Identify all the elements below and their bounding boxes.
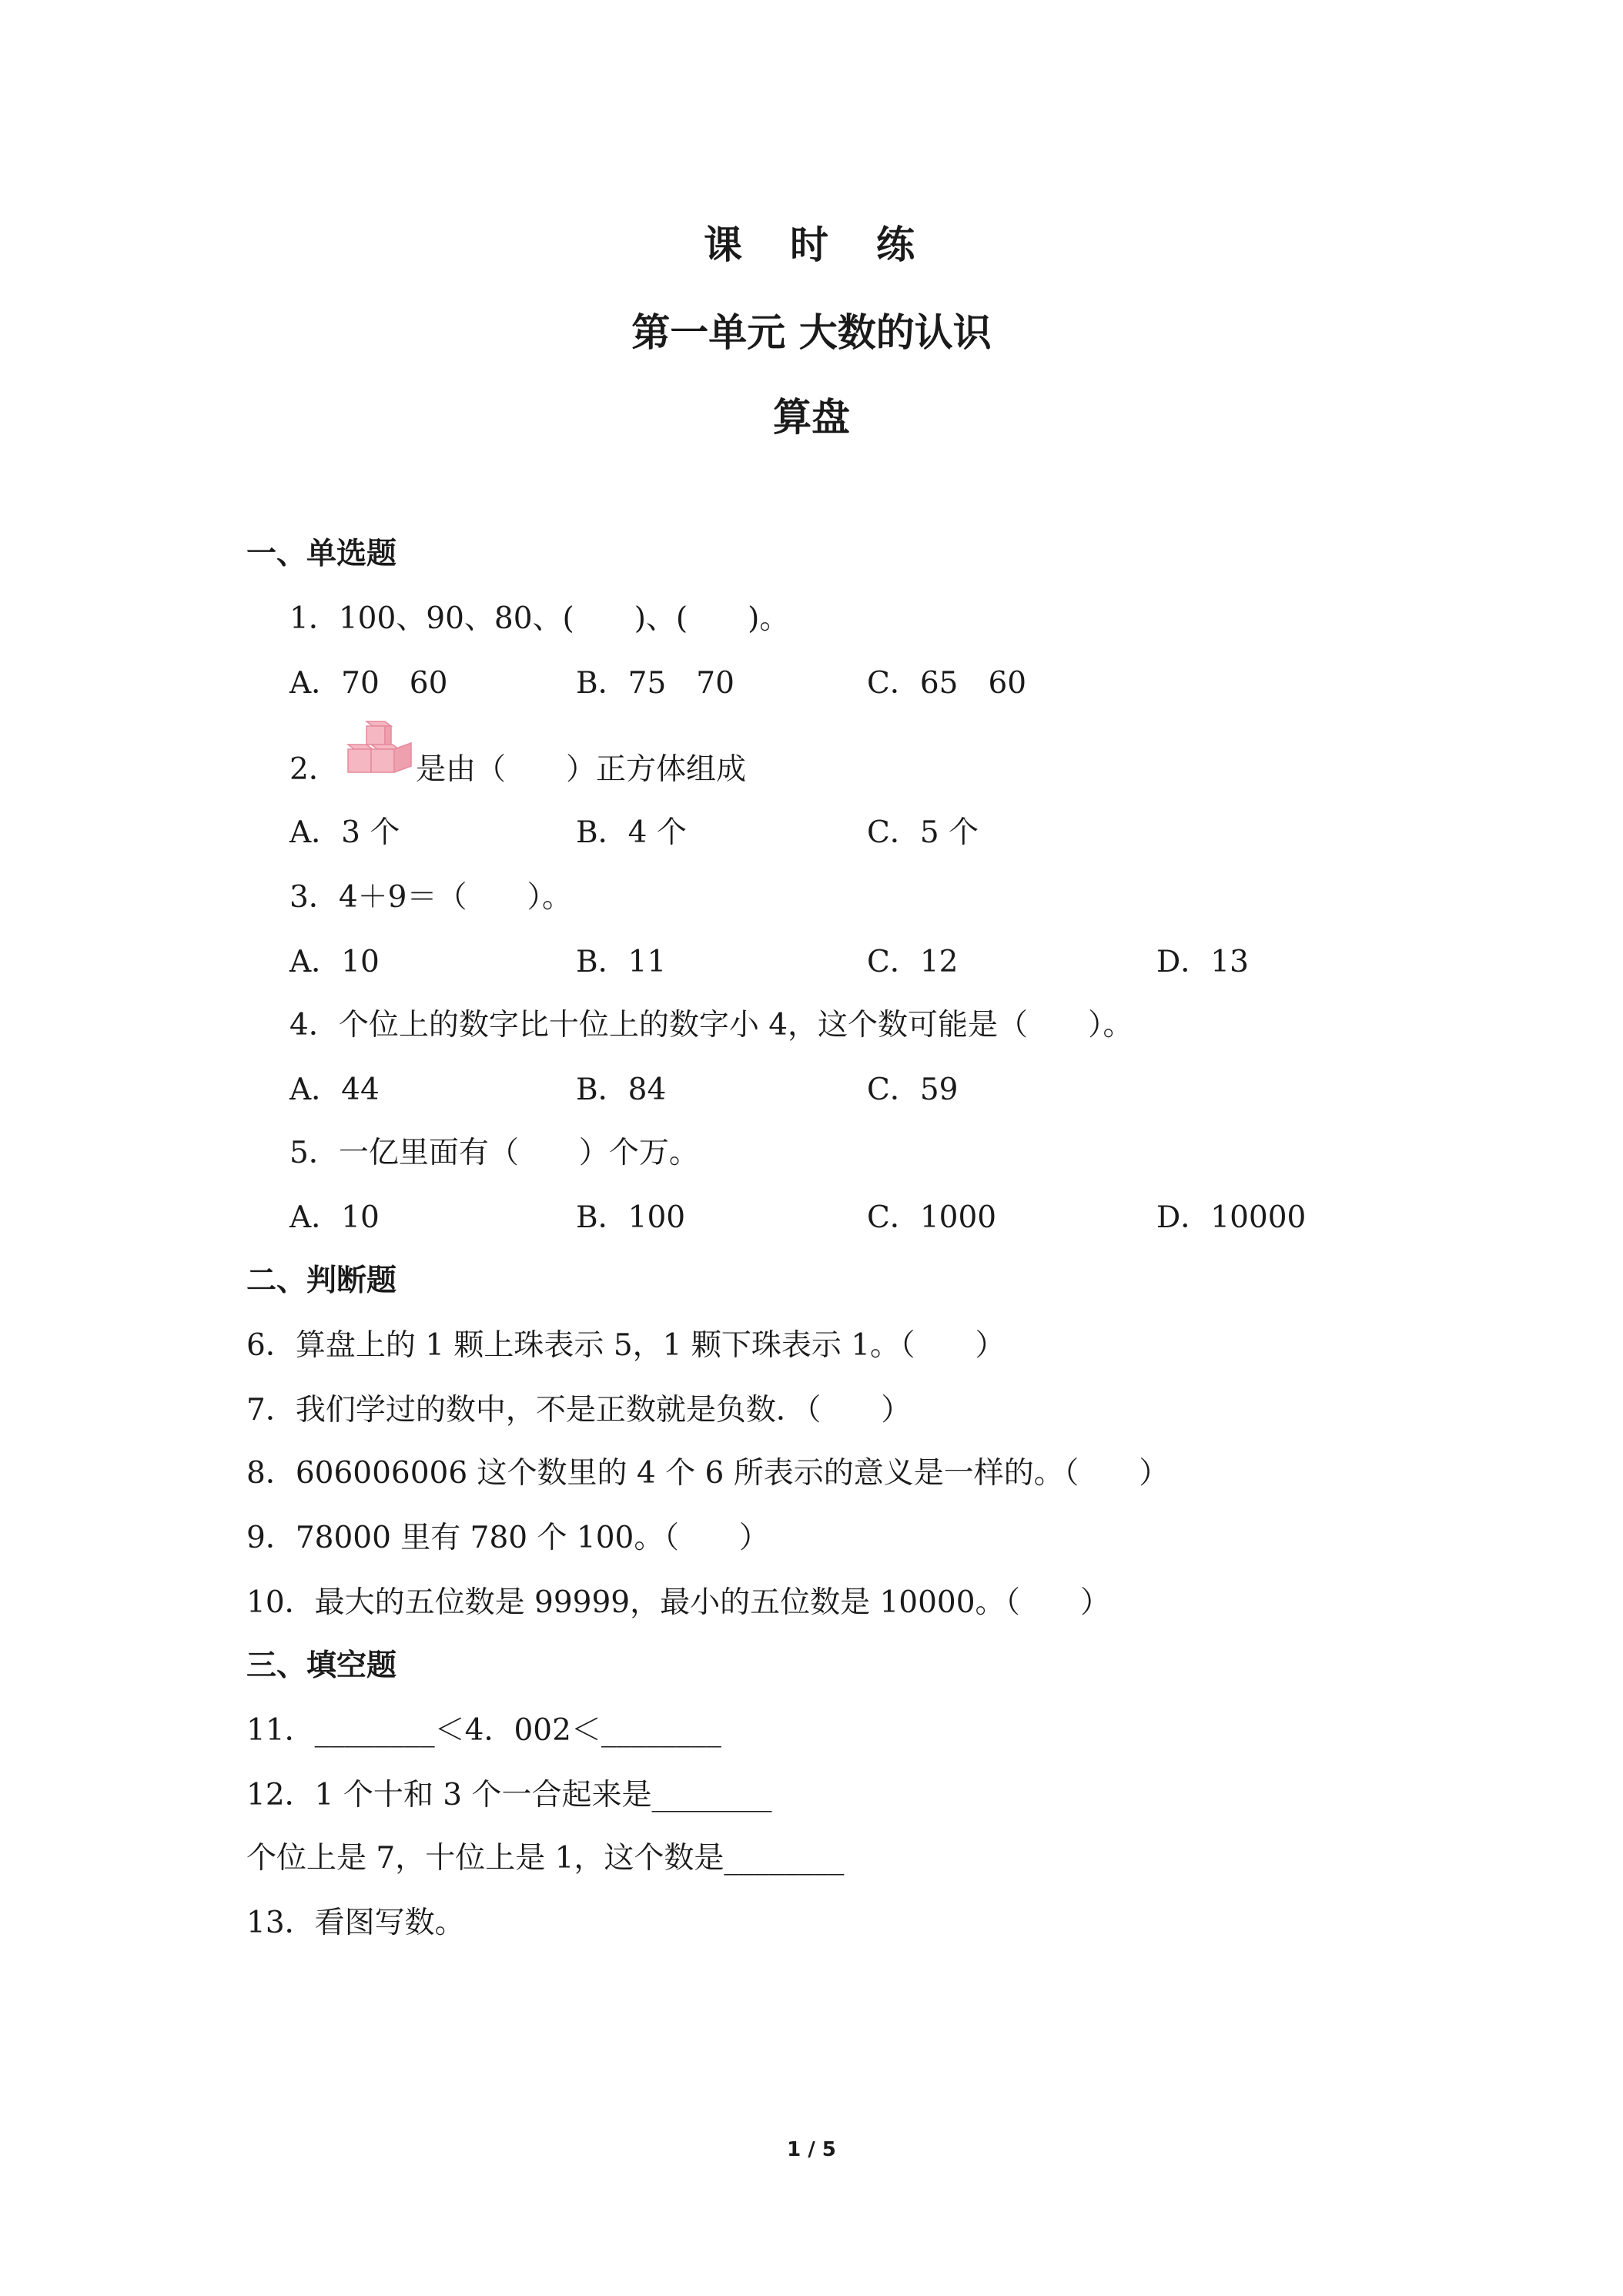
q4-option-a: A．44 xyxy=(289,1073,380,1107)
q1-option-a: A．70 60 xyxy=(289,666,448,701)
worksheet-title: 课 时 练 xyxy=(704,223,919,267)
section-single-choice: 一、单选题 xyxy=(246,537,397,571)
q3-option-d: D．13 xyxy=(1156,945,1249,979)
question-3: 3．4＋9＝（ ）。 xyxy=(289,880,572,915)
q3-option-c: C．12 xyxy=(867,945,959,979)
question-12: 12．1 个十和 3 个一合起来是________ xyxy=(246,1778,772,1812)
q2-option-a: A．3 个 xyxy=(289,815,400,850)
unit-title: 第一单元 大数的认识 xyxy=(631,310,992,355)
q4-option-c: C．59 xyxy=(867,1073,959,1107)
question-8: 8．606006006 这个数里的 4 个 6 所表示的意义是一样的。（ ） xyxy=(246,1456,1170,1491)
q3-option-b: B．11 xyxy=(576,945,667,979)
question-4: 4．个位上的数字比十位上的数字小 4，这个数可能是（ ）。 xyxy=(289,1008,1133,1043)
section-true-false: 二、判断题 xyxy=(246,1263,397,1298)
question-13: 13．看图写数。 xyxy=(246,1906,465,1940)
q5-option-d: D．10000 xyxy=(1156,1200,1307,1235)
question-9: 9．78000 里有 780 个 100。（ ） xyxy=(246,1521,769,1555)
q5-option-c: C．1000 xyxy=(867,1200,997,1235)
q1-option-b: B．75 70 xyxy=(576,666,735,701)
question-7: 7．我们学过的数中，不是正数就是负数．（ ） xyxy=(246,1393,912,1427)
q4-option-b: B．84 xyxy=(576,1073,667,1107)
q5-option-b: B．100 xyxy=(576,1200,686,1235)
question-12-part-2: 个位上是 7，十位上是 1，这个数是________ xyxy=(246,1841,845,1876)
q1-option-c: C．65 60 xyxy=(867,666,1027,701)
lesson-title: 算盘 xyxy=(773,395,850,440)
q2-option-c: C．5 个 xyxy=(867,815,979,850)
question-6: 6．算盘上的 1 颗上珠表示 5，1 颗下珠表示 1。（ ） xyxy=(246,1328,1006,1363)
page-number: 1 / 5 xyxy=(787,2138,836,2161)
question-5: 5．一亿里面有（ ）个万。 xyxy=(289,1136,699,1170)
q2-option-b: B．4 个 xyxy=(576,815,687,850)
cubes-figure xyxy=(345,720,414,775)
q3-option-a: A．10 xyxy=(289,945,380,979)
question-11: 11．________＜4．002＜________ xyxy=(246,1713,721,1748)
q5-option-a: A．10 xyxy=(289,1200,380,1235)
question-10: 10．最大的五位数是 99999，最小的五位数是 10000。（ ） xyxy=(246,1585,1111,1620)
question-2: 是由（ ）正方体组成 xyxy=(416,752,747,787)
section-fill-blank: 三、填空题 xyxy=(246,1648,397,1683)
question-2-number: 2． xyxy=(289,752,339,787)
question-1: 1．100、90、80、( )、( )。 xyxy=(289,601,790,636)
